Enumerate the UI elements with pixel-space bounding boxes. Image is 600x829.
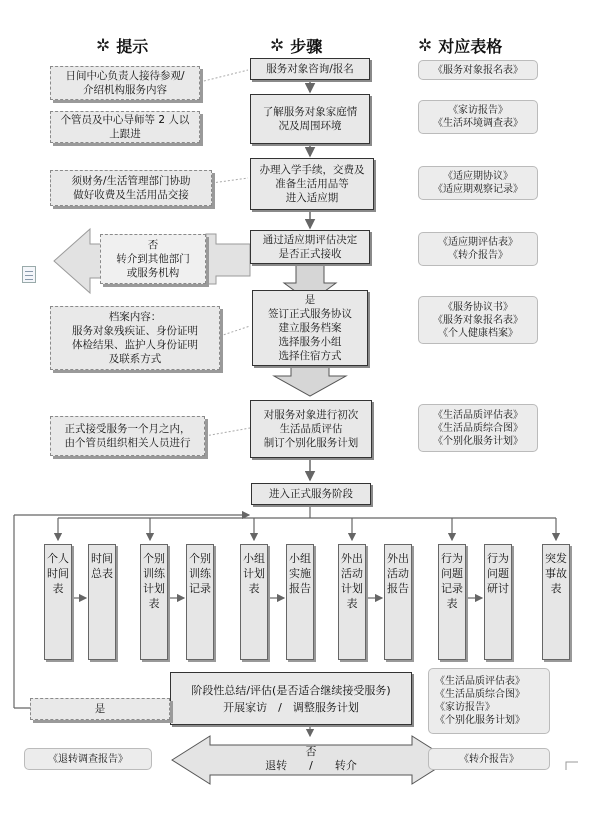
record-group-plan: 小组计划表	[240, 544, 268, 660]
step-box-admission: 办理入学手续，交费及 准备生活用品等 进入适应期	[250, 158, 374, 210]
referral-box: 否 转介到其他部门 或服务机构	[100, 234, 206, 284]
step-box-family: 了解服务对象家庭情 况及周围环境	[250, 94, 370, 144]
step-box-evaluation: 通过适应期评估决定 是否正式接收	[250, 230, 370, 264]
form-box: 《适应期协议》 《适应期观察记录》	[418, 166, 538, 200]
hint-pointer	[200, 70, 248, 82]
gear-icon: ✲	[270, 35, 285, 56]
record-behavior-review: 行为问题研讨	[484, 544, 512, 660]
hints-header: ✲ 提示	[96, 35, 149, 56]
review-forms-box: 《生活品质评估表》 《生活品质综合图》 《家访报告》 《个别化服务计划》	[428, 668, 550, 734]
hint-pointer	[205, 428, 250, 436]
form-box: 《生活品质评估表》 《生活品质综合图》 《个别化服务计划》	[418, 404, 538, 452]
hint-box: 日间中心负责人接待参观/ 介绍机构服务内容	[50, 66, 200, 100]
record-group-report: 小组实施报告	[286, 544, 314, 660]
record-master-timetable: 时间总表	[88, 544, 116, 660]
step-box-enquiry: 服务对象咨询/报名	[250, 58, 370, 80]
hint-box: 个管员及中心导师等 2 人以 上跟进	[50, 111, 200, 143]
form-box: 《适应期评估表》 《转介报告》	[418, 232, 538, 266]
gear-icon: ✲	[96, 35, 111, 56]
step-box-assessment: 对服务对象进行初次 生活品质评估 制订个别化服务计划	[250, 400, 372, 458]
exit-options-label: 退转 / 转介	[265, 759, 357, 772]
hint-pointer	[220, 326, 250, 336]
step-box-formal-service: 进入正式服务阶段	[251, 483, 371, 505]
form-box: 《服务对象报名表》	[418, 60, 538, 80]
record-individual-timetable: 个人时间表	[44, 544, 72, 660]
record-training-log: 个别训练记录	[186, 544, 214, 660]
steps-header: ✲ 步骤	[270, 35, 323, 56]
withdrawal-form-box: 《退转调查报告》	[24, 748, 152, 770]
record-outing-report: 外出活动报告	[384, 544, 412, 660]
record-outing-plan: 外出活动计划表	[338, 544, 366, 660]
down-block-arrow	[274, 366, 346, 396]
record-incident: 突发事故表	[542, 544, 570, 660]
hint-box: 须财务/生活管理部门协助 做好收费及生活用品交接	[50, 170, 212, 206]
periodic-review-box: 阶段性总结/评估(是否适合继续接受服务) 开展家访 / 调整服务计划	[170, 672, 412, 725]
continue-yes-label: 是	[30, 698, 170, 720]
form-box: 《服务协议书》 《服务对象报名表》 《个人健康档案》	[418, 296, 538, 344]
hint-pointer	[212, 178, 248, 183]
exit-arrow-labels	[210, 745, 412, 775]
gear-icon: ✲	[418, 35, 433, 56]
hint-box: 正式接受服务一个月之内， 由个管员组织相关人员进行	[50, 416, 205, 456]
form-box: 《家访报告》 《生活环境调查表》	[418, 100, 538, 134]
record-training-plan: 个别训练计划表	[140, 544, 168, 660]
archive-hint-box: 档案内容： 服务对象残疾证、身份证明 体检结果、监护人身份证明 及联系方式	[50, 306, 220, 370]
referral-form-box: 《转介报告》	[428, 748, 550, 770]
step-box-contract: 是 签订正式服务协议 建立服务档案 选择服务小组 选择住宿方式	[252, 290, 368, 366]
forms-header: ✲ 对应表格	[418, 35, 503, 56]
document-icon	[22, 266, 36, 283]
record-behavior-log: 行为问题记录表	[438, 544, 466, 660]
exit-no-label: 否	[305, 745, 317, 758]
